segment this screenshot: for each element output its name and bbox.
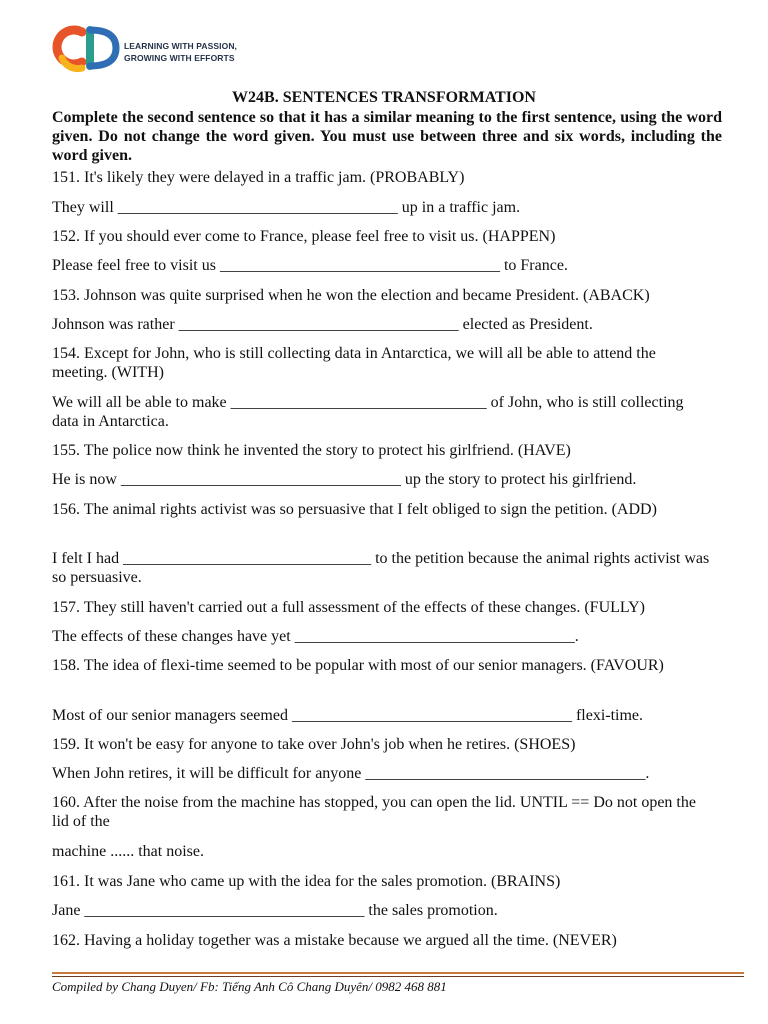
- answer-161: Jane ___________________________________ the sales promotion.: [52, 902, 498, 919]
- answer-160: machine ...... that noise.: [52, 843, 204, 860]
- answer-155: He is now ___________________________________ up the story to protect his girlfriend.: [52, 471, 637, 488]
- answer-158: Most of our senior managers seemed ___________________________________ flexi-time.: [52, 707, 644, 724]
- answer-152: Please feel free to visit us ___________________________________ to France.: [52, 257, 568, 274]
- footer-divider-bottom: [52, 976, 744, 977]
- answer-156: I felt I had _______________________________ to the petition because the animal rights activist was so persuasive.: [52, 550, 710, 586]
- question-158: 158. The idea of flexi-time seemed to be popular with most of our senior managers. (FAVOUR): [52, 657, 664, 674]
- question-152: 152. If you should ever come to France, please feel free to visit us. (HAPPEN): [52, 228, 556, 245]
- question-155: 155. The police now think he invented the story to protect his girlfriend. (HAVE): [52, 442, 571, 459]
- answer-153: Johnson was rather ___________________________________ elected as President.: [52, 316, 593, 333]
- answer-154: We will all be able to make ________________________________ of John, who is still collecting data in Antarctica.: [52, 394, 684, 430]
- tagline-line2: GROWING WITH EFFORTS: [124, 53, 235, 63]
- footer-credit: Compiled by Chang Duyen/ Fb: Tiếng Anh Cô Chang Duyên/ 0982 468 881: [52, 979, 447, 994]
- question-160: 160. After the noise from the machine has stopped, you can open the lid. UNTIL == Do not open the lid of the: [52, 794, 696, 830]
- tagline-line1: LEARNING WITH PASSION,: [124, 41, 238, 51]
- page-title: W24B. SENTENCES TRANSFORMATION: [232, 89, 536, 106]
- cd-logo: [52, 24, 122, 74]
- question-151: 151. It's likely they were delayed in a traffic jam. (PROBABLY): [52, 169, 465, 186]
- tagline: [124, 40, 237, 64]
- question-153: 153. Johnson was quite surprised when he won the election and became President. (ABACK): [52, 287, 650, 304]
- question-156: 156. The animal rights activist was so persuasive that I felt obliged to sign the petition. (ADD): [52, 501, 657, 518]
- question-162: 162. Having a holiday together was a mistake because we argued all the time. (NEVER): [52, 932, 617, 949]
- answer-157: The effects of these changes have yet ___________________________________.: [52, 628, 579, 645]
- question-157: 157. They still haven't carried out a full assessment of the effects of these changes. (FULLY): [52, 599, 645, 616]
- answer-159: When John retires, it will be difficult for anyone ___________________________________.: [52, 765, 650, 782]
- question-159: 159. It won't be easy for anyone to take over John's job when he retires. (SHOES): [52, 736, 576, 753]
- question-161: 161. It was Jane who came up with the idea for the sales promotion. (BRAINS): [52, 873, 561, 890]
- instructions: Complete the second sentence so that it has a similar meaning to the first sentence, using the word given. Do not change the word given. You must use between three and six words, including the word given.: [52, 109, 722, 164]
- question-154: 154. Except for John, who is still collecting data in Antarctica, we will all be able to attend the meeting. (WITH): [52, 345, 656, 381]
- footer-divider-top: [52, 972, 744, 974]
- answer-151: They will ___________________________________ up in a traffic jam.: [52, 199, 521, 216]
